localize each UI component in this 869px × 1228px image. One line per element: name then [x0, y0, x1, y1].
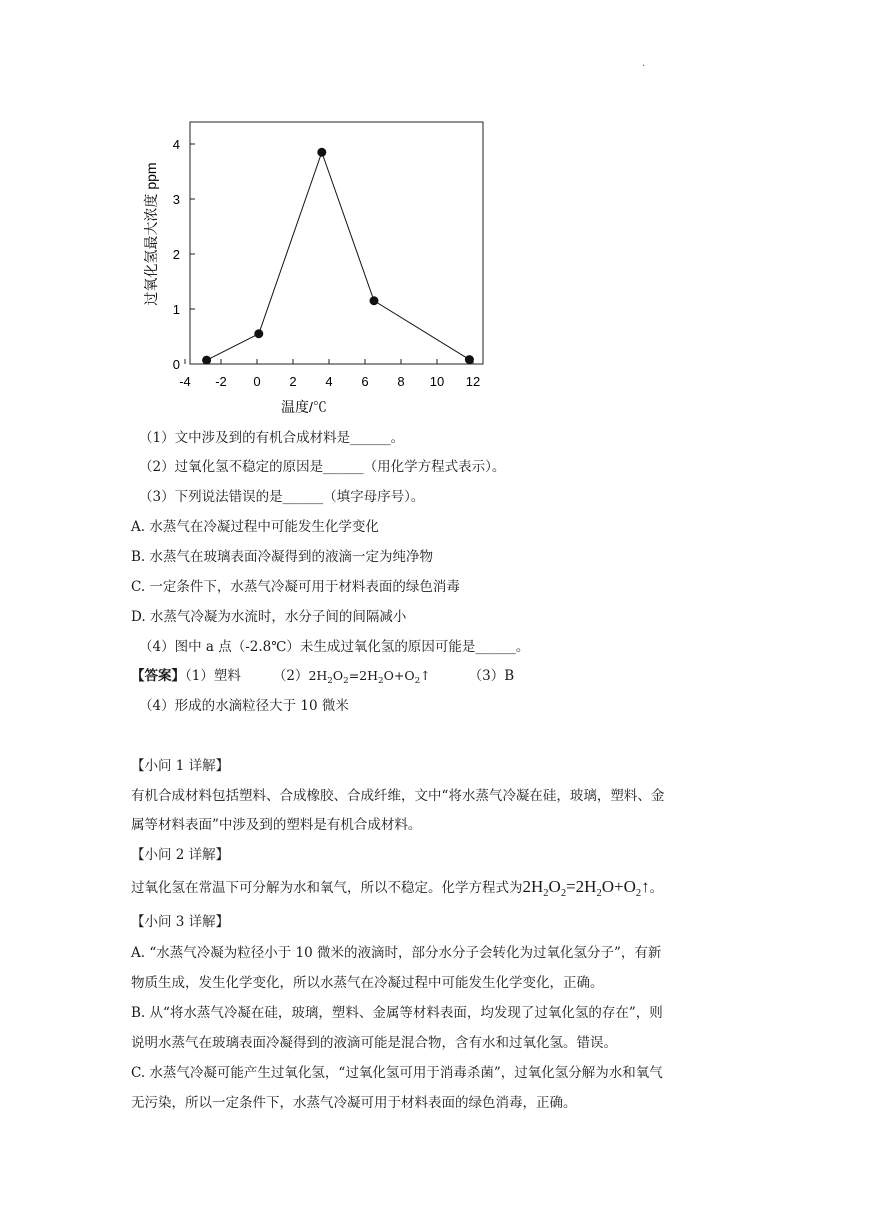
explain-heading-3: 【小问 3 详解】 [131, 914, 230, 930]
explain-heading-2: 【小问 2 详解】 [131, 847, 230, 863]
answer-label: 【答案】 [131, 668, 185, 684]
x-tick-label: 8 [397, 374, 405, 389]
data-point [370, 296, 379, 305]
explain-a-line-2: 物质生成，发生化学变化，所以水蒸气在冷凝过程中可能发生化学变化，正确。 [131, 975, 604, 991]
explain-2-line: 过氧化氢在常温下可分解为水和氧气，所以不稳定。化学方程式为$2H_2O_2=2H_2O+O_2↑$。 [131, 877, 664, 899]
explain-a-line-1: A. “水蒸气冷凝为粒径小于 10 微米的液滴时，部分水分子会转化为过氧化氢分子”，有新 [131, 945, 662, 961]
x-tick-label: -4 [179, 374, 191, 389]
answer-2-prefix: （2） [272, 668, 309, 684]
question-2: （2）过氧化氢不稳定的原因是______（用化学方程式表示）。 [139, 459, 506, 475]
x-tick-label: 10 [429, 374, 445, 389]
data-point [254, 329, 263, 338]
page-dot-mark: . [642, 58, 646, 69]
question-3: （3）下列说法错误的是______（填字母序号）。 [139, 489, 425, 505]
series-line [207, 152, 470, 360]
x-tick-label: 4 [325, 374, 333, 389]
explain-c-line-1: C. 水蒸气冷凝可能产生过氧化氢，“过氧化氢可用于消毒杀菌”，过氧化氢分解为水和氧气 [131, 1065, 663, 1081]
explain-1-line-2: 属等材料表面”中涉及到的塑料是有机合成材料。 [131, 817, 422, 833]
y-tick-label: 3 [172, 192, 180, 207]
answer-1: （1）塑料 [185, 668, 241, 684]
option-c: C. 一定条件下，水蒸气冷凝可用于材料表面的绿色消毒 [131, 579, 460, 595]
explain-1-line-1: 有机合成材料包括塑料、合成橡胶、合成纤维，文中“将水蒸气冷凝在硅，玻璃，塑料、金 [131, 788, 665, 804]
explain-2-equation: $2H_2O_2=2H_2O+O_2↑$ [522, 877, 650, 899]
x-tick-label: 2 [289, 374, 297, 389]
data-point [202, 356, 211, 365]
answer-2-equation: $2H_2O_2=2H_2O+O_2↑$ [308, 668, 431, 686]
question-4: （4）图中 a 点（-2.8℃）未生成过氧化氢的原因可能是______。 [139, 639, 530, 655]
explain-b-line-1: B. 从“将水蒸气冷凝在硅，玻璃，塑料、金属等材料表面，均发现了过氧化氢的存在”，则 [131, 1005, 663, 1021]
plot-frame [190, 122, 483, 364]
explain-c-line-2: 无污染，所以一定条件下，水蒸气冷凝可用于材料表面的绿色消毒，正确。 [131, 1095, 577, 1111]
y-axis-label: 过氧化氢最大浓度 ppm [143, 162, 159, 306]
option-b: B. 水蒸气在玻璃表面冷凝得到的液滴一定为纯净物 [131, 549, 434, 565]
y-tick-label: 4 [172, 137, 180, 152]
y-tick-label: 1 [172, 302, 180, 317]
option-d: D. 水蒸气冷凝为水流时，水分子间的间隔减小 [131, 609, 407, 625]
x-tick-label: -2 [215, 374, 227, 389]
answer-4: （4）形成的水滴粒径大于 10 微米 [139, 698, 349, 714]
question-1: （1）文中涉及到的有机合成材料是______。 [139, 430, 405, 446]
option-a: A. 水蒸气在冷凝过程中可能发生化学变化 [131, 519, 379, 535]
concentration-temperature-chart [132, 112, 502, 422]
y-tick-label: 2 [172, 247, 180, 262]
answer-line [131, 666, 514, 686]
data-point [465, 355, 474, 364]
x-tick-label: 6 [361, 374, 369, 389]
x-tick-label: 0 [253, 374, 261, 389]
explain-heading-1: 【小问 1 详解】 [131, 758, 230, 774]
explain-b-line-2: 说明水蒸气在玻璃表面冷凝得到的液滴可能是混合物，含有水和过氧化氢。错误。 [131, 1035, 617, 1051]
answer-3: （3）B [468, 668, 515, 684]
x-tick-label: 12 [465, 374, 481, 389]
x-axis-label: 温度/℃ [281, 399, 327, 415]
y-tick-label: 0 [172, 357, 180, 372]
data-point [317, 148, 326, 157]
